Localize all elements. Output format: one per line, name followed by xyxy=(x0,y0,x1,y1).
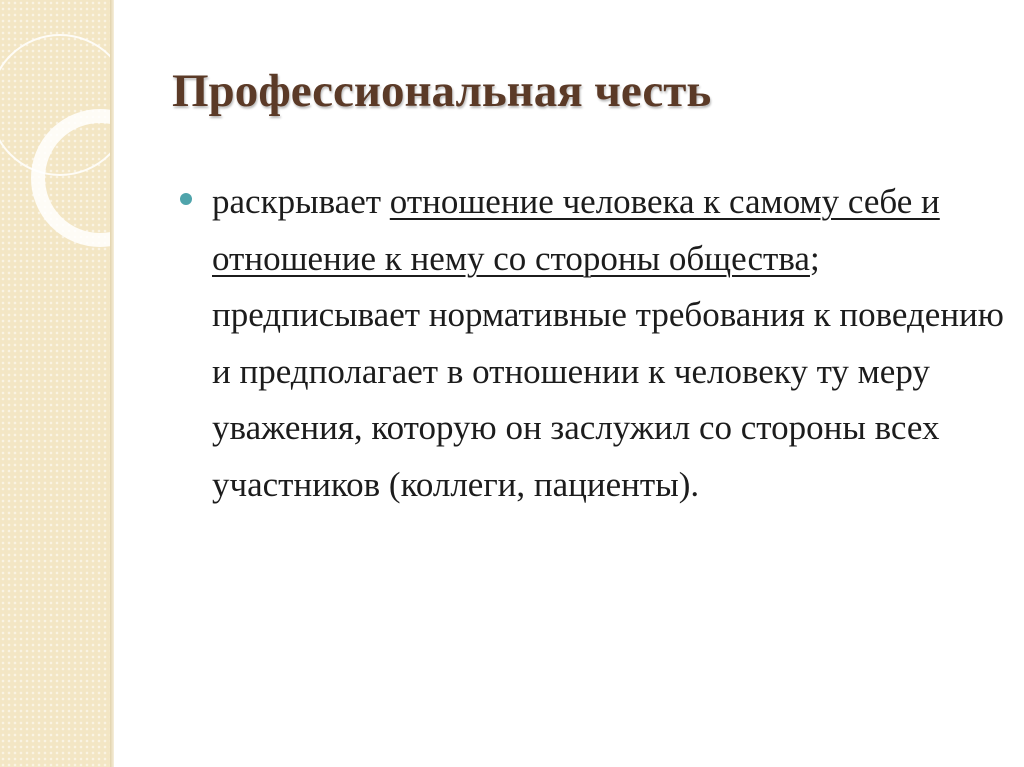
bullet-rest: ; предписывает нормативные требования к поведению и предполагает в отношении к человеку ту меру уважения, которую он заслужил со стороны всех участников (коллеги, пациенты). xyxy=(212,238,1004,504)
decorative-side-panel xyxy=(0,0,110,767)
bullet-lead: раскрывает xyxy=(212,182,390,221)
bullet-dot-icon xyxy=(180,193,192,205)
slide-title: Профессиональная честь xyxy=(172,65,712,117)
decorative-circles-icon xyxy=(0,0,110,767)
bullet-text xyxy=(212,174,1012,513)
bullet-underlined-phrase: отношение человека к самому себе и отношение к нему со стороны общества xyxy=(212,182,940,278)
side-panel-edge xyxy=(110,0,114,767)
